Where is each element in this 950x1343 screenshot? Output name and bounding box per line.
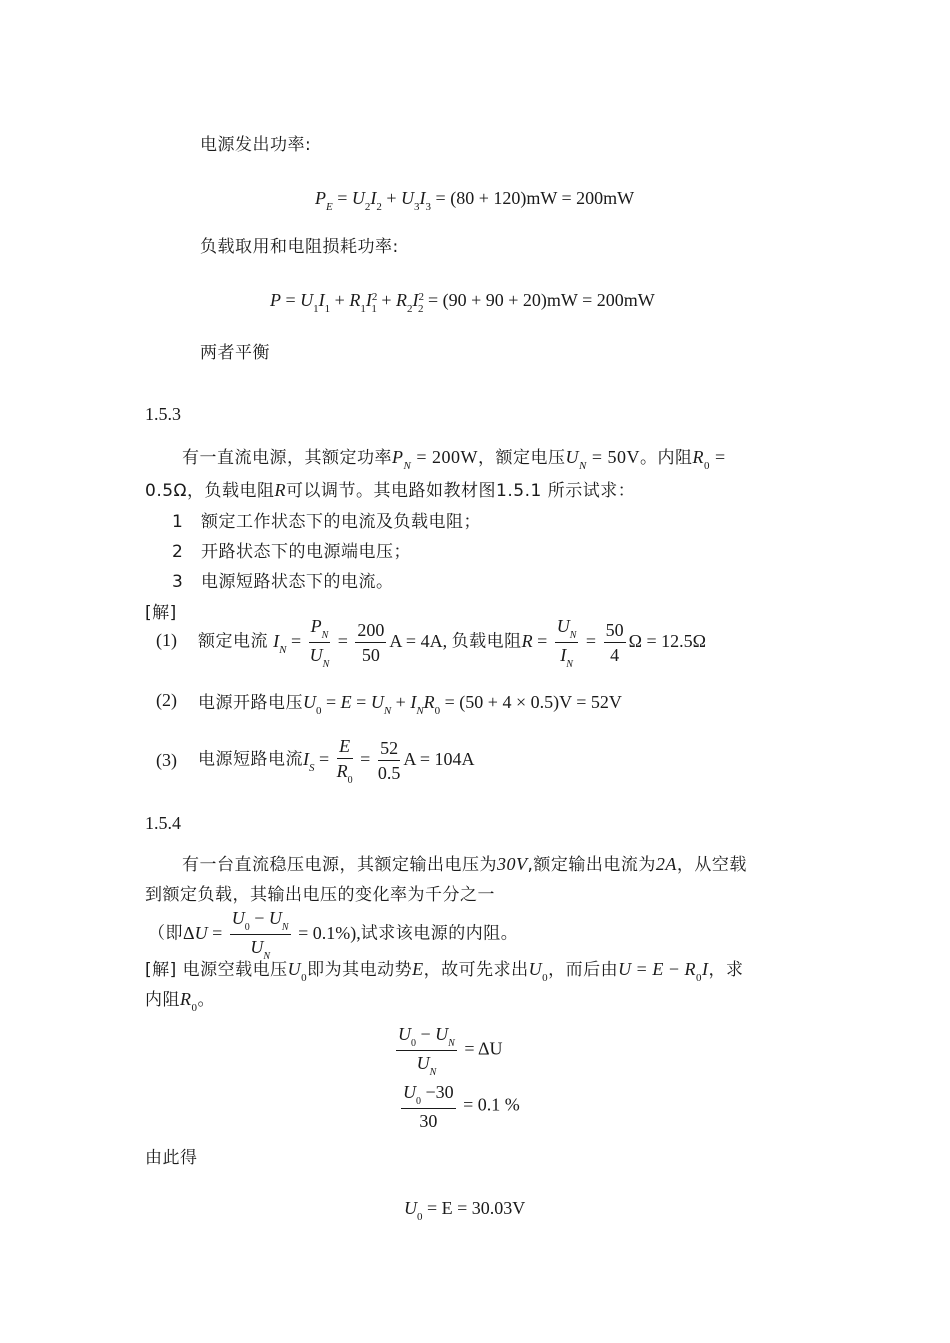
short-circuit-label: 电源短路电流	[198, 749, 303, 770]
step-1-equation: 额定电流 $I_N$ = $\frac{P_N}{U_N}$ = $\frac{200}{50}$ A = 4A, 负载电阻R = $\frac{U_N}{I_N}$ = $\frac{50}{4}$ Ω = 12.5Ω	[198, 616, 706, 670]
problem-154-line2: 到额定负载，其输出电压的变化率为千分之一	[145, 885, 495, 905]
denominator: 0.5	[377, 763, 401, 783]
load-resistance-result: Ω = 12.5Ω	[628, 630, 706, 651]
equation-rate-rhs: = 0.1 %	[463, 1094, 520, 1115]
step-3-equation: 电源短路电流$I_S$ = $\frac{E}{R_0}$ = $\frac{52}{0.5}$ A = 104A	[198, 736, 475, 786]
rated-output-current: 2A	[655, 854, 677, 874]
fraction-u0-30: $\frac{U_0 -30}{30}$	[403, 1082, 454, 1131]
question-number: 3	[172, 572, 184, 592]
internal-resistance-label: 内阻	[145, 990, 180, 1010]
question-text: 开路状态下的电源端电压；	[201, 542, 412, 562]
fraction-52-05	[378, 738, 401, 783]
rated-voltage-value: = 50V	[591, 447, 640, 467]
step-1-number: (1)	[156, 630, 177, 650]
equation-p: $P = U_1I_1 + R_1I^2_1 + R_2I^2_2 = (90 + 90 + 20)mW = 200mW$	[270, 290, 655, 315]
question-text: 电源短路状态下的电流。	[201, 572, 394, 592]
equation-final: $U_0 = E = 30.03V$	[404, 1198, 526, 1223]
step-2-number: (2)	[156, 690, 177, 710]
solution-154-c: ，故可先求出	[423, 960, 529, 980]
denominator: 50	[361, 645, 380, 665]
short-circuit-result: A = 104A	[403, 748, 475, 769]
fraction-u0-un: $\frac{U_0 - U_N}{U_N}$	[398, 1024, 455, 1078]
numerator: 52	[378, 738, 401, 761]
question-item-3	[172, 567, 394, 592]
problem-153-text-b: ，额定电压	[477, 448, 566, 468]
period: 。	[197, 990, 215, 1010]
equation-pe: $P_E = U_2I_2 + U_3I_3 = (80 + 120)mW = 200mW$	[315, 188, 635, 213]
solution-154-line1: [解] 电源空载电压$U_0$即为其电动势E，故可先求出$U_0$，而后由$U = E - R_0I$，求	[145, 959, 744, 984]
problem-153-line2: 0.5Ω，负载电阻R可以调节。其电路如教材图1.5.1 所示试求：	[145, 480, 636, 501]
problem-154-text-b: ,额定输出电流为	[527, 855, 656, 875]
rated-current-result: A = 4A,	[389, 630, 448, 651]
equation-pe-value: (80 + 120)mW = 200mW	[450, 188, 635, 208]
section-number-154: 1.5.4	[145, 813, 181, 833]
change-rate-value: = 0.1%),	[298, 922, 361, 943]
rated-output-voltage: 30V	[497, 854, 528, 874]
numerator: 50	[604, 620, 626, 643]
equation-rate	[398, 1082, 520, 1131]
denominator: 30	[419, 1111, 438, 1131]
question-item-1	[172, 507, 481, 532]
numerator: 200	[355, 620, 386, 643]
problem-153-line2-b: 可以调节。其电路如教材图1.5.1 所示试求：	[286, 481, 636, 501]
solution-154-d: ，而后由	[548, 960, 619, 980]
problem-153-text-a: 有一直流电源，其额定功率	[182, 448, 392, 468]
problem-154-line3: （即ΔU = $\frac{U_0 - U_N}{U_N}$ = 0.1%),试求该电源的内阻。	[148, 908, 519, 962]
problem-154-text-c: ，从空载	[676, 855, 747, 875]
label-from-this: 由此得	[145, 1148, 198, 1168]
fraction-e-r0: $\frac{E}{R_0}$	[336, 736, 353, 786]
problem-154-text-a: 有一台直流稳压电源，其额定输出电压为	[182, 855, 497, 875]
solution-154-b: 即为其电动势	[307, 960, 413, 980]
step-3-number: (3)	[156, 750, 177, 770]
label-load-power: 负载取用和电阻损耗功率:	[200, 237, 399, 257]
solution-label-153: [解]	[145, 603, 177, 623]
problem-154-line1	[182, 850, 747, 875]
rated-power-value: = 200W	[416, 447, 478, 467]
r0-equals: =	[714, 447, 726, 467]
open-circuit-label: 电源开路电压	[198, 693, 303, 713]
line3-ask: 试求该电源的内阻。	[360, 923, 519, 944]
question-number: 2	[172, 542, 184, 562]
equation-final-rhs: = E = 30.03V	[427, 1198, 526, 1218]
fraction-pn-un: $\frac{P_N}{U_N}$	[309, 616, 330, 670]
equation-delta-u-rhs: = ΔU	[464, 1038, 503, 1059]
label-power-out: 电源发出功率:	[200, 135, 312, 155]
line3-open: （即	[148, 923, 183, 944]
question-number: 1	[172, 512, 184, 532]
step-2-equation: 电源开路电压$U_0 = E = U_N + I_NR_0 = (50 + 4 \times 0.5)V = 52V$	[198, 692, 622, 717]
section-number-153: 1.5.3	[145, 404, 181, 424]
solution-154-e: ，求	[708, 960, 744, 980]
equation-p-value: (90 + 90 + 20)mW = 200mW	[442, 290, 655, 310]
open-circuit-result: = (50 + 4 × 0.5)V = 52V	[444, 692, 622, 712]
rated-current-label: 额定电流	[198, 631, 268, 652]
solution-154-a: [解] 电源空载电压	[145, 960, 288, 980]
fraction-200-50	[355, 620, 386, 665]
fraction-50-4	[604, 620, 626, 665]
fraction-voltage-change: $\frac{U_0 - U_N}{U_N}$	[231, 908, 289, 962]
load-resistance-label: 负载电阻	[451, 631, 522, 652]
denominator: 4	[610, 645, 620, 665]
solution-154-line2: 内阻$R_0$。	[145, 989, 215, 1014]
fraction-un-in: $\frac{U_N}{I_N}$	[556, 616, 577, 670]
problem-153-line2-a: 0.5Ω，负载电阻	[145, 481, 275, 501]
problem-153-text-c: 。内阻	[639, 448, 693, 468]
question-text: 额定工作状态下的电流及负载电阻；	[201, 512, 482, 532]
label-balance: 两者平衡	[200, 343, 270, 363]
question-item-2	[172, 537, 411, 562]
numerator-tail: −30	[425, 1082, 454, 1102]
problem-153-line1: 有一直流电源，其额定功率$P_N = 200W$，额定电压$U_N = 50V$。内阻$R_0$ =	[182, 447, 726, 472]
equation-delta-u	[393, 1024, 503, 1077]
